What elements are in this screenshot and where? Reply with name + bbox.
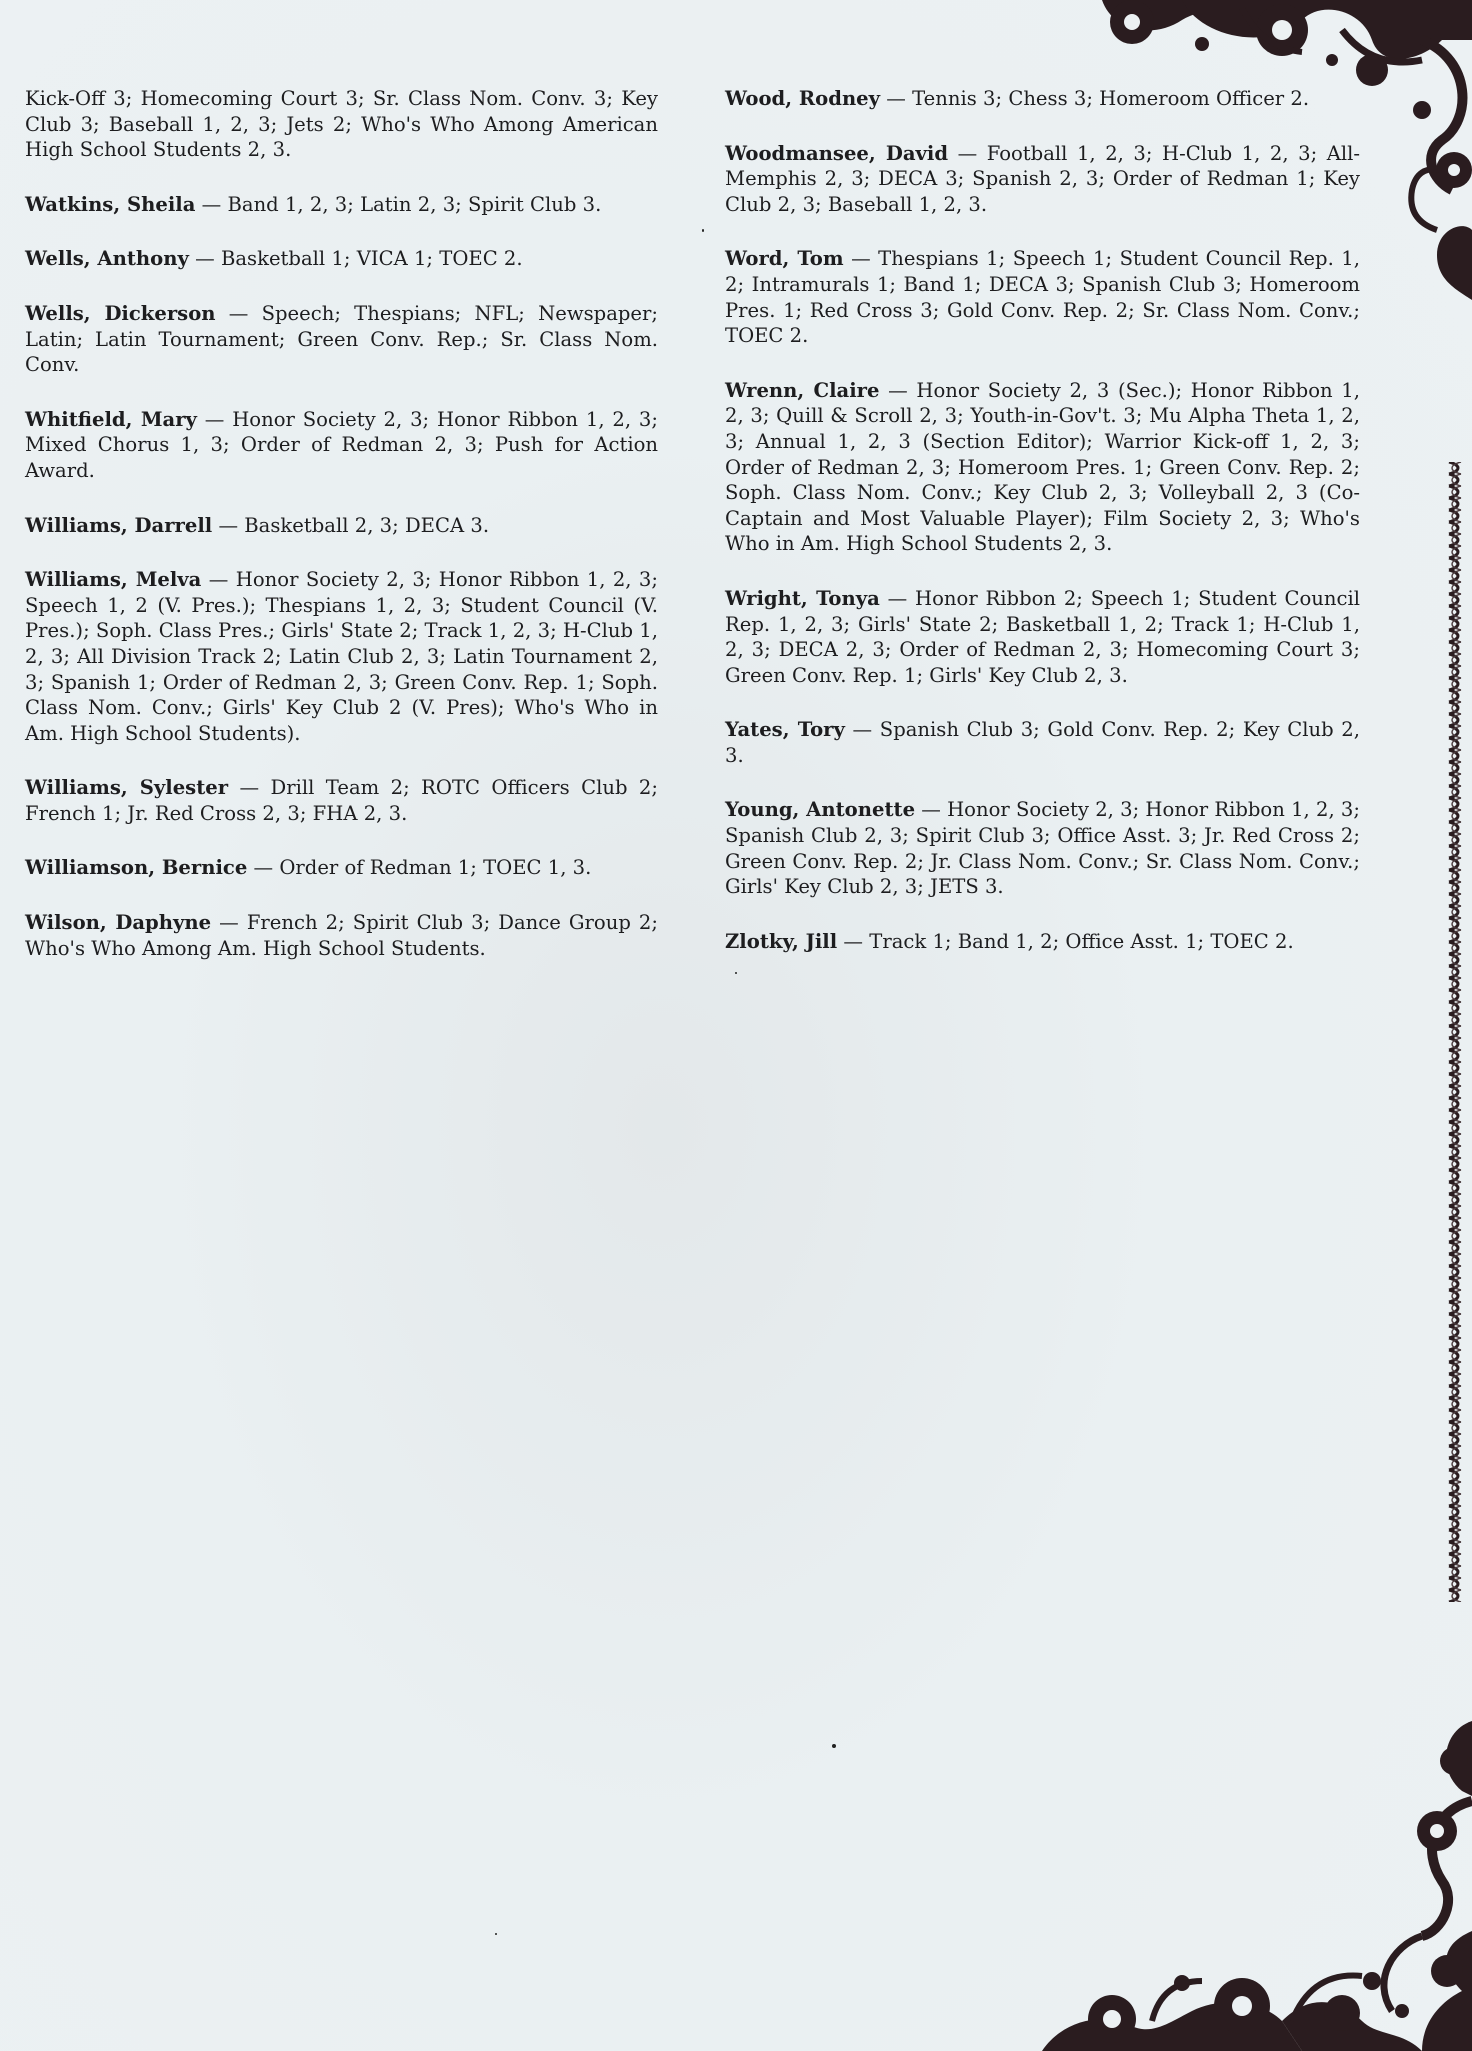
senior-entry — [725, 797, 1360, 899]
entry-activities: — Drill Team 2; ROTC Officers Club 2; French 1; Jr. Red Cross 2, 3; FHA 2, 3. — [25, 776, 659, 825]
entry-activities: — Speech; Thespians; NFL; Newspaper; Latin; Latin Tournament; Green Conv. Rep.; Sr. Class Nom. Conv. — [25, 301, 658, 377]
entry-name: Wright, Tonya — [725, 586, 880, 610]
print-speck — [832, 1744, 836, 1748]
entry-name: Watkins, Sheila — [25, 192, 196, 216]
entry-name: Wood, Rodney — [725, 87, 881, 110]
entry-name: Word, Tom — [725, 247, 844, 271]
print-speck — [702, 229, 704, 232]
entry-name: Wilson, Daphyne — [25, 911, 212, 935]
entry-name: Zlotky, Jill — [725, 929, 838, 953]
entry-name: Woodmansee, David — [725, 141, 949, 165]
senior-entry — [25, 86, 658, 163]
rope-border-ornament — [1448, 462, 1462, 1602]
senior-entry — [25, 775, 658, 826]
senior-entry — [725, 586, 1360, 688]
entry-activities: — Spanish Club 3; Gold Conv. Rep. 2; Key Club 2, 3. — [725, 718, 1361, 767]
entry-activities: — Track 1; Band 1, 2; Office Asst. 1; TOEC 2. — [837, 929, 1294, 953]
senior-entry — [25, 513, 658, 539]
entry-activities: — Honor Society 2, 3; Honor Ribbon 1, 2, 3; Speech 1, 2 (V. Pres.); Thespians 1, 2, 3; Student Council (V. Pres.); Soph. Class Pres.; Girls' State 2; Track 1, 2, 3; H-Club 1, 2, 3; All Division Track 2; Latin Club 2, 3; Latin Tournament 2, 3; Spanish 1; Order of Redman 2, 3; Green Conv. Rep. 1; Soph. Class Nom. Conv.; Girls' Key Club 2 (V. Pres); Who's Who in Am. High School Students). — [25, 568, 658, 745]
senior-entry — [725, 929, 1360, 955]
entry-name: Williamson, Bernice — [25, 856, 248, 880]
entry-name: Whitfield, Mary — [25, 407, 197, 431]
left-column — [25, 86, 658, 990]
entry-activities: — Order of Redman 1; TOEC 1, 3. — [247, 856, 592, 880]
entry-activities: — Basketball 2, 3; DECA 3. — [212, 513, 490, 537]
entry-activities: — Band 1, 2, 3; Latin 2, 3; Spirit Club 3. — [195, 192, 602, 216]
floral-corner-top-ornament — [1042, 0, 1472, 300]
entry-activities: — Honor Society 2, 3 (Sec.); Honor Ribbon 1, 2, 3; Quill & Scroll 2, 3; Youth-in-Gov't. 3; Mu Alpha Theta 1, 2, 3; Annual 1, 2, 3 (Section Editor); Warrior Kick-off 1, 2, 3; Order of Redman 2, 3; Homeroom Pres. 1; Green Conv. Rep. 2; Soph. Class Nom. Conv.; Key Club 2, 3; Volleyball 2, 3 (Co-Captain and Most Valuable Player); Film Society 2, 3; Who's Who in Am. High School Students 2, 3. — [725, 378, 1360, 556]
entry-activities: — Tennis 3; Chess 3; Homeroom Officer 2. — [880, 87, 1310, 110]
entry-activities: — Football 1, 2, 3; H-Club 1, 2, 3; All-Memphis 2, 3; DECA 3; Spanish 2, 3; Order of Redman 1; Key Club 2, 3; Baseball 1, 2, 3. — [725, 141, 1360, 216]
entry-name: Yates, Tory — [725, 718, 845, 742]
entry-activities: — French 2; Spirit Club 3; Dance Group 2; Who's Who Among Am. High School Students. — [25, 911, 658, 960]
entry-name: Wrenn, Claire — [725, 378, 880, 402]
entry-activities: — Honor Society 2, 3; Honor Ribbon 1, 2, 3; Mixed Chorus 1, 3; Order of Redman 2, 3; Push for Action Award. — [25, 407, 658, 482]
senior-entry — [25, 407, 658, 484]
entry-activities: — Thespians 1; Speech 1; Student Council Rep. 1, 2; Intramurals 1; Band 1; DECA 3; Spanish Club 3; Homeroom Pres. 1; Red Cross 3; Gold Conv. Rep. 2; Sr. Class Nom. Conv.; TOEC 2. — [725, 247, 1360, 348]
print-speck — [735, 972, 737, 974]
entry-name: Wells, Dickerson — [25, 301, 216, 325]
entry-name: Williams, Melva — [25, 568, 202, 592]
senior-entry — [25, 910, 658, 961]
entry-activities: — Honor Ribbon 2; Speech 1; Student Council Rep. 1, 2, 3; Girls' State 2; Basketball 1, 2; Track 1; H-Club 1, 2, 3; DECA 2, 3; Order of Redman 2, 3; Homecoming Court 3; Green Conv. Rep. 1; Girls' Key Club 2, 3. — [725, 586, 1360, 687]
senior-entry — [25, 855, 658, 881]
senior-entry — [725, 378, 1360, 557]
entry-name: Williams, Sylester — [25, 776, 229, 800]
entry-activities: — Honor Society 2, 3; Honor Ribbon 1, 2, 3; Spanish Club 2, 3; Spirit Club 3; Office Asst. 3; Jr. Red Cross 2; Green Conv. Rep. 2; Jr. Class Nom. Conv.; Sr. Class Nom. Conv.; Girls' Key Club 2, 3; JETS 3. — [725, 798, 1360, 899]
senior-entry — [25, 301, 658, 378]
entry-name: Williams, Darrell — [25, 513, 213, 537]
entry-name: Young, Antonette — [725, 798, 916, 822]
senior-entry — [725, 717, 1360, 768]
entry-activities: — Basketball 1; VICA 1; TOEC 2. — [188, 247, 523, 271]
entry-name: Wells, Anthony — [25, 247, 189, 271]
print-speck — [495, 1933, 497, 1935]
senior-entry — [25, 246, 658, 272]
senior-entry — [25, 567, 658, 746]
floral-corner-bottom-ornament — [1042, 1721, 1472, 2051]
entry-activities: Kick-Off 3; Homecoming Court 3; Sr. Class Nom. Conv. 3; Key Club 3; Baseball 1, 2, 3; Jets 2; Who's Who Among American High School Students 2, 3. — [25, 87, 658, 162]
senior-entry — [25, 192, 658, 218]
